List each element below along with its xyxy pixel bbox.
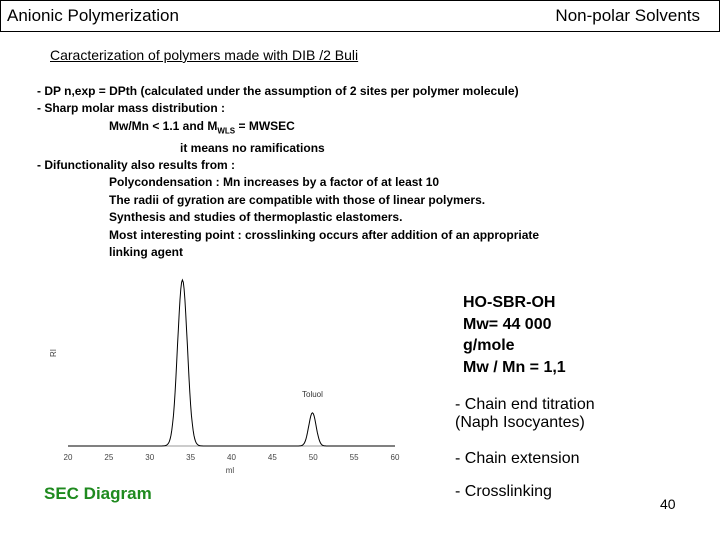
bullet-synthesis: Synthesis and studies of thermoplastic elastomers. [109, 210, 403, 225]
x-tick-label-55: 55 [349, 453, 359, 462]
x-tick-label-25: 25 [104, 453, 114, 462]
bullet-crosslinking: Most interesting point : crosslinking occurs after addition of an appropriate [109, 227, 540, 242]
polymer-name: HO-SBR-OH [463, 294, 556, 311]
x-tick-label-40: 40 [227, 453, 236, 462]
note-crosslinking: - Crosslinking [455, 483, 552, 500]
note-titration-line1: - Chain end titration [455, 396, 595, 413]
ratio-subscript: WLS [217, 126, 236, 136]
bullet-list [37, 83, 539, 261]
ratio-text-end: = MWSEC [235, 118, 295, 133]
bullet-radii: The radii of gyration are compatible with those of linear polymers. [109, 192, 486, 207]
polymer-mw: Mw= 44 000 [463, 315, 552, 333]
sec-trace [68, 280, 395, 446]
ratio-text: Mw/Mn < 1.1 and M [109, 118, 218, 133]
slide-topic: Non-polar Solvents [555, 6, 700, 25]
polymer-info [463, 292, 566, 378]
note-titration [455, 396, 595, 432]
x-tick-label-35: 35 [186, 453, 196, 462]
x-tick-label-45: 45 [267, 453, 277, 462]
toluol-annotation: Toluol [302, 390, 323, 399]
x-tick-label-50: 50 [308, 453, 318, 462]
bullet-polycondensation: Polycondensation : Mn increases by a factor of at least 10 [109, 175, 440, 190]
note-extension: - Chain extension [455, 450, 580, 467]
bullet-distribution: - Sharp molar mass distribution : [37, 101, 226, 116]
y-axis-label: RI [49, 349, 58, 357]
note-titration-line2: (Naph Isocyantes) [455, 414, 585, 431]
x-tick-label-30: 30 [145, 453, 155, 462]
sec-diagram-label: SEC Diagram [44, 484, 152, 503]
x-tick-label-20: 20 [63, 453, 73, 462]
section-subtitle: Caracterization of polymers made with DIB /2 Buli [50, 47, 359, 63]
bullet-dp: - DP n,exp = DPth (calculated under the assumption of 2 sites per polymer molecule) [37, 84, 519, 98]
x-tick-label-60: 60 [390, 453, 400, 462]
bullet-linking-agent: linking agent [109, 245, 184, 260]
bullet-ramifications: it means no ramifications [180, 140, 325, 155]
polymer-dispersity: Mw / Mn = 1,1 [463, 358, 566, 376]
bullet-difunctionality: - Difunctionality also results from : [37, 158, 236, 173]
slide-title: Anionic Polymerization [7, 6, 179, 25]
polymer-unit: g/mole [463, 337, 515, 354]
sec-chart [40, 258, 410, 483]
page-number: 40 [660, 496, 676, 512]
x-axis-label: ml [225, 466, 235, 475]
bullet-ratio [37, 118, 539, 140]
title-bar [0, 0, 720, 32]
